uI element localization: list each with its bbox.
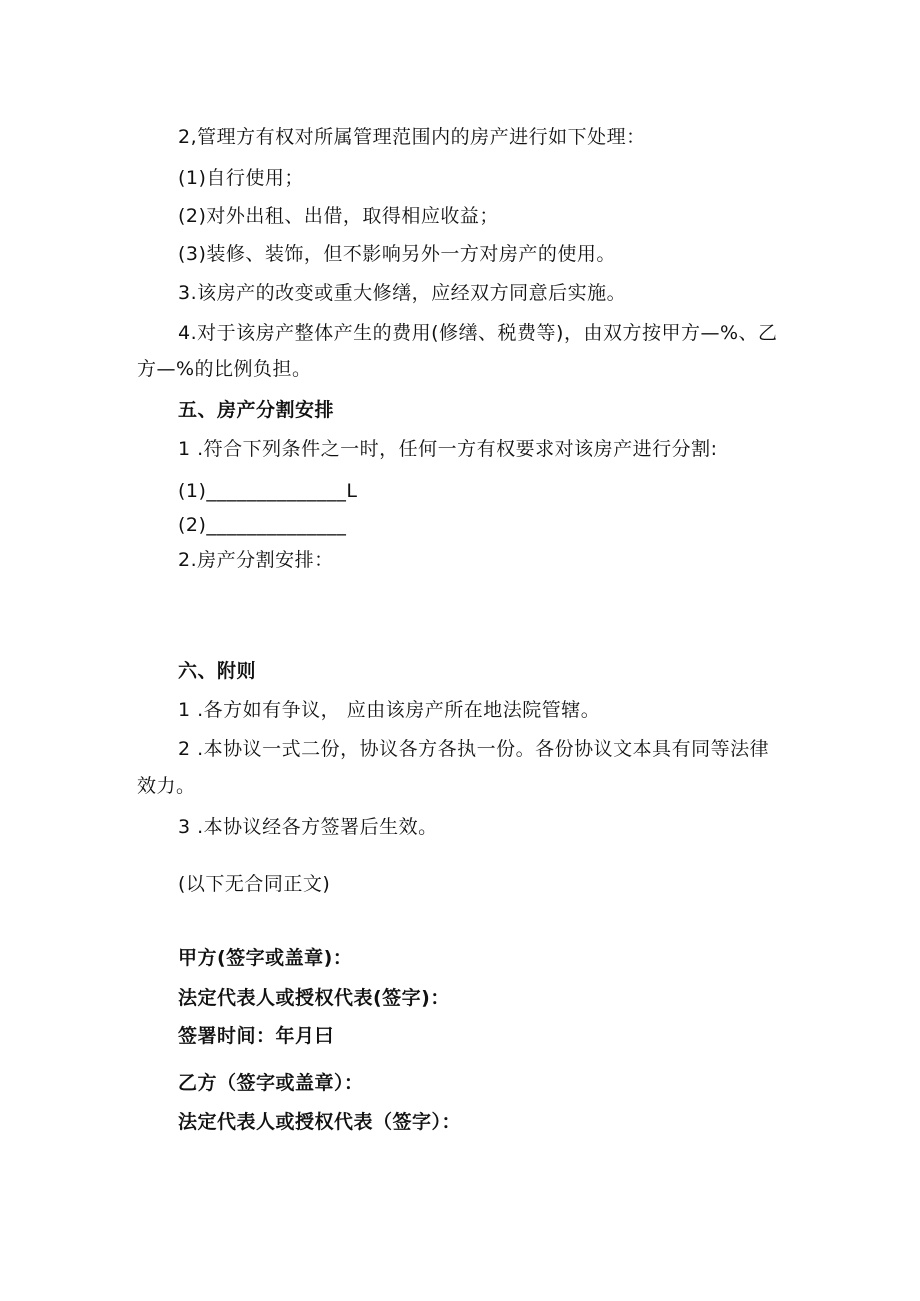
clause-6-1: 1 .各方如有争议， 应由该房产所在地法院管辖。 [178, 699, 601, 721]
section-6-heading: 六、附则 [178, 660, 257, 682]
party-b-representative: 法定代表人或授权代表（签字）： [178, 1111, 462, 1133]
clause-5-1: 1 .符合下列条件之一时，任何一方有权要求对该房产进行分割: [178, 438, 718, 460]
clause-5-2: 2.房产分割安排： [178, 549, 334, 571]
clause-4-4-line1: 4.对于该房产整体产生的费用(修缮、税费等)，由双方按甲方—%、乙 [178, 322, 778, 344]
clause-4-2-2: (2)对外出租、出借，取得相应收益； [178, 205, 499, 227]
clause-6-2-line1: 2 .本协议一式二份，协议各方各执一份。各份协议文本具有同等法律 [178, 738, 770, 760]
signing-date: 签署时间：年月曰 [178, 1025, 335, 1047]
clause-6-3: 3 .本协议经各方签署后生效。 [178, 816, 438, 838]
section-5-heading: 五、房产分割安排 [178, 399, 335, 421]
clause-6-2-line2: 效力。 [137, 775, 196, 797]
clause-4-3: 3.该房产的改变或重大修缮，应经双方同意后实施。 [178, 282, 627, 304]
clause-4-4-line2: 方—%的比例负担。 [137, 358, 312, 380]
clause-4-2-3: (3)装修、装饰，但不影响另外一方对房产的使用。 [178, 243, 616, 265]
clause-5-1-1: (1)______________L [178, 480, 358, 502]
clause-5-1-2: (2)______________ [178, 514, 347, 536]
end-of-text-note: (以下无合同正文) [178, 873, 331, 895]
party-a-signature: 甲方(签字或盖章)： [178, 947, 353, 969]
clause-4-2: 2,管理方有权对所属管理范围内的房产进行如下处理： [178, 126, 646, 148]
clause-4-2-1: (1)自行使用； [178, 167, 304, 189]
party-b-signature: 乙方（签字或盖章）： [178, 1072, 364, 1094]
party-a-representative: 法定代表人或授权代表(签字)： [178, 987, 450, 1009]
